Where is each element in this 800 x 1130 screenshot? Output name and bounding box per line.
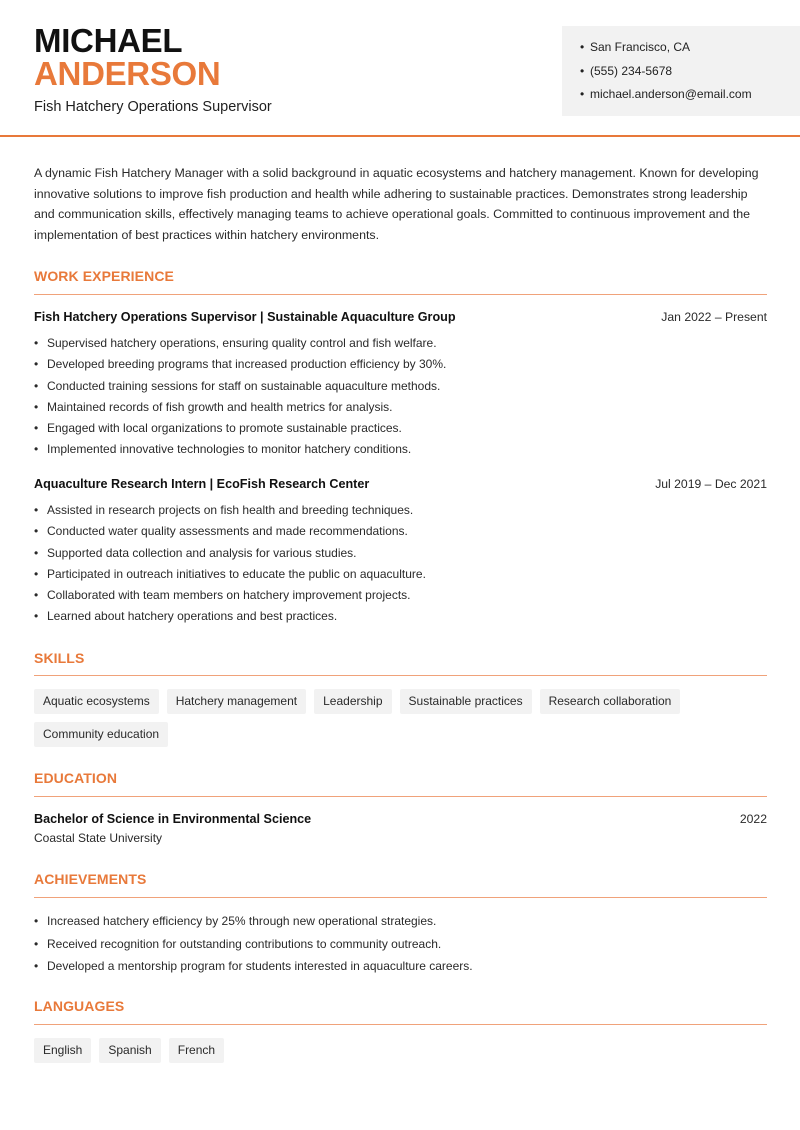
skills-tags: [34, 689, 774, 747]
job-heading: Fish Hatchery Operations Supervisor | Sustainable Aquaculture Group: [34, 310, 456, 324]
list-item: • Learned about hatchery operations and best practices.: [34, 608, 767, 629]
list-item: • Conducted training sessions for staff on sustainable aquaculture methods.: [34, 378, 767, 399]
job-dates: Jan 2022 – Present: [661, 310, 767, 324]
skill-tag: Research collaboration: [540, 689, 681, 714]
job-bullets: [34, 502, 767, 630]
list-item: • Increased hatchery efficiency by 25% through new operational strategies.: [34, 913, 767, 936]
contact-location: • San Francisco, CA: [580, 38, 800, 62]
skills-heading: SKILLS: [34, 650, 85, 666]
resume-header: [0, 0, 800, 137]
job-bullets: [34, 335, 767, 463]
list-item: • Received recognition for outstanding contributions to community outreach.: [34, 936, 767, 959]
education-school: Coastal State University: [34, 831, 163, 845]
skill-tag: Leadership: [314, 689, 391, 714]
achievements-heading: ACHIEVEMENTS: [34, 871, 147, 887]
job-dates: Jul 2019 – Dec 2021: [655, 477, 767, 491]
section-divider: [34, 675, 767, 676]
skill-tag: Hatchery management: [167, 689, 306, 714]
list-item: • Supported data collection and analysis for various studies.: [34, 545, 767, 566]
language-tag: French: [169, 1038, 224, 1063]
list-item: • Participated in outreach initiatives to educate the public on aquaculture.: [34, 566, 767, 587]
contact-box: [562, 26, 800, 116]
education-degree: Bachelor of Science in Environmental Science: [34, 812, 312, 826]
language-tag: Spanish: [99, 1038, 160, 1063]
list-item: • Assisted in research projects on fish health and breeding techniques.: [34, 502, 767, 523]
list-item: • Developed a mentorship program for students interested in aquaculture careers.: [34, 958, 767, 981]
profile-summary: A dynamic Fish Hatchery Manager with a solid background in aquatic ecosystems and hatchery management. Known for developing innovative solutions to improve fish production and health while adhering to sustainable practices. Demonstrates strong leadership and communication skills, effectively managing teams to achieve operational goals. Committed to continuous improvement and the implementation of best practices within hatchery environments.: [34, 166, 759, 243]
list-item: • Conducted water quality assessments and made recommendations.: [34, 523, 767, 544]
first-name: MICHAEL: [34, 22, 183, 59]
list-item: • Maintained records of fish growth and health metrics for analysis.: [34, 399, 767, 420]
section-divider: [34, 897, 767, 898]
list-item: • Developed breeding programs that increased production efficiency by 30%.: [34, 356, 767, 377]
contact-email: • michael.anderson@email.com: [580, 85, 800, 109]
contact-phone: • (555) 234-5678: [580, 62, 800, 86]
education-heading: EDUCATION: [34, 770, 118, 786]
skill-tag: Aquatic ecosystems: [34, 689, 159, 714]
job-title: Fish Hatchery Operations Supervisor: [34, 99, 272, 115]
education-year: 2022: [739, 812, 767, 826]
skill-tag: Sustainable practices: [400, 689, 532, 714]
work-experience-heading: WORK EXPERIENCE: [34, 268, 174, 284]
job-heading: Aquaculture Research Intern | EcoFish Research Center: [34, 477, 370, 491]
list-item: • Implemented innovative technologies to monitor hatchery conditions.: [34, 441, 767, 462]
language-tags: [34, 1038, 774, 1063]
last-name: ANDERSON: [34, 55, 221, 92]
list-item: • Supervised hatchery operations, ensuring quality control and fish welfare.: [34, 335, 767, 356]
section-divider: [34, 1024, 767, 1025]
list-item: • Collaborated with team members on hatchery improvement projects.: [34, 587, 767, 608]
skill-tag: Community education: [34, 722, 168, 747]
section-divider: [34, 294, 767, 295]
section-divider: [34, 796, 767, 797]
achievement-bullets: [34, 913, 767, 981]
list-item: • Engaged with local organizations to promote sustainable practices.: [34, 420, 767, 441]
language-tag: English: [34, 1038, 91, 1063]
languages-heading: LANGUAGES: [34, 998, 125, 1014]
